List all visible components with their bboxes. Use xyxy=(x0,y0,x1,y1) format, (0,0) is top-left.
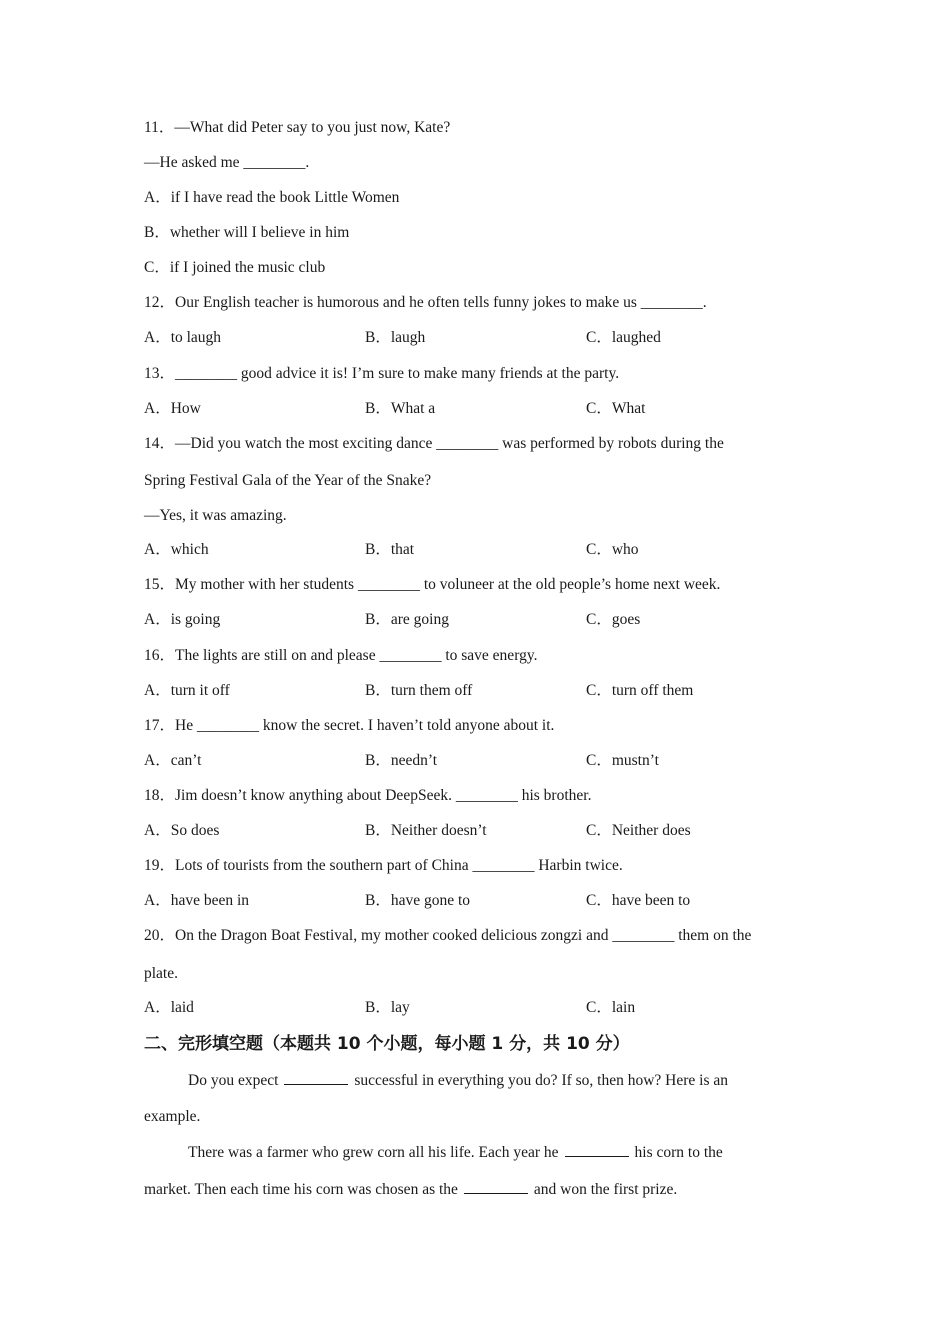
q18-option-a: A．So does xyxy=(144,822,220,839)
q11-option-b: B．whether will I believe in him xyxy=(144,224,350,241)
q14-response: —Yes, it was amazing. xyxy=(144,507,287,524)
q11-option-a: A．if I have read the book Little Women xyxy=(144,189,400,206)
q18-option-b: B．Neither doesn’t xyxy=(365,822,487,839)
q11-stem: 11．—What did Peter say to you just now, Kate? xyxy=(144,119,451,136)
cloze-paragraph-2-cont xyxy=(144,1179,677,1200)
q20-option-b: B．lay xyxy=(365,999,410,1016)
q14-option-c: C．who xyxy=(586,541,639,558)
q14-option-b: B．that xyxy=(365,541,415,558)
cloze-blank-2 xyxy=(565,1142,629,1157)
q11-response: —He asked me ________. xyxy=(144,154,310,171)
q15-option-a: A．is going xyxy=(144,611,221,628)
q12-option-b: B．laugh xyxy=(365,329,426,346)
q19-option-a: A．have been in xyxy=(144,892,250,909)
q16-stem: 16．The lights are still on and please ________ to save energy. xyxy=(144,647,538,664)
q20-stem-cont: plate. xyxy=(144,965,178,982)
q11-option-c: C．if I joined the music club xyxy=(144,259,326,276)
cloze-p1-text-b: successful in everything you do? If so, then how? Here is an xyxy=(354,1072,729,1089)
q18-stem: 18．Jim doesn’t know anything about DeepSeek. ________ his brother. xyxy=(144,787,592,804)
cloze-p2-text-c: market. Then each time his corn was chosen as the xyxy=(144,1181,458,1198)
q16-option-b: B．turn them off xyxy=(365,682,473,699)
cloze-paragraph-2 xyxy=(188,1142,723,1163)
cloze-paragraph-1 xyxy=(188,1070,728,1091)
q20-stem: 20．On the Dragon Boat Festival, my mother cooked delicious zongzi and ________ them on the xyxy=(144,927,752,944)
cloze-p1-text-a: Do you expect xyxy=(188,1072,279,1089)
cloze-blank-3 xyxy=(464,1179,528,1194)
q13-stem: 13．________ good advice it is! I’m sure to make many friends at the party. xyxy=(144,365,620,382)
q20-option-c: C．lain xyxy=(586,999,636,1016)
cloze-p2-text-b: his corn to the xyxy=(634,1144,723,1161)
q18-option-c: C．Neither does xyxy=(586,822,691,839)
q14-stem: 14．—Did you watch the most exciting dance ________ was performed by robots during the xyxy=(144,435,724,452)
q13-option-c: C．What xyxy=(586,400,646,417)
cloze-blank-1 xyxy=(284,1070,348,1085)
q19-option-b: B．have gone to xyxy=(365,892,471,909)
cloze-p1-text-c: example. xyxy=(144,1108,201,1125)
q13-option-a: A．How xyxy=(144,400,201,417)
q15-option-c: C．goes xyxy=(586,611,641,628)
q12-option-c: C．laughed xyxy=(586,329,661,346)
cloze-p2-text-a: There was a farmer who grew corn all his life. Each year he xyxy=(188,1144,559,1161)
q13-option-b: B．What a xyxy=(365,400,436,417)
q19-option-c: C．have been to xyxy=(586,892,691,909)
q14-stem-cont: Spring Festival Gala of the Year of the Snake? xyxy=(144,472,432,489)
q12-option-a: A．to laugh xyxy=(144,329,222,346)
cloze-p2-text-d: and won the first prize. xyxy=(533,1181,678,1198)
q16-option-a: A．turn it off xyxy=(144,682,230,699)
q12-stem: 12．Our English teacher is humorous and he often tells funny jokes to make us ________. xyxy=(144,294,707,311)
q19-stem: 19．Lots of tourists from the southern part of China ________ Harbin twice. xyxy=(144,857,623,874)
q16-option-c: C．turn off them xyxy=(586,682,694,699)
q15-option-b: B．are going xyxy=(365,611,449,628)
q15-stem: 15．My mother with her students ________ to voluneer at the old people’s home next week. xyxy=(144,576,721,593)
section-heading: 二、完形填空题（本题共 10 个小题，每小题 1 分，共 10 分） xyxy=(144,1034,630,1054)
q17-option-b: B．needn’t xyxy=(365,752,438,769)
q17-stem: 17．He ________ know the secret. I haven’t told anyone about it. xyxy=(144,717,555,734)
q17-option-a: A．can’t xyxy=(144,752,202,769)
q17-option-c: C．mustn’t xyxy=(586,752,659,769)
q14-option-a: A．which xyxy=(144,541,209,558)
q20-option-a: A．laid xyxy=(144,999,194,1016)
